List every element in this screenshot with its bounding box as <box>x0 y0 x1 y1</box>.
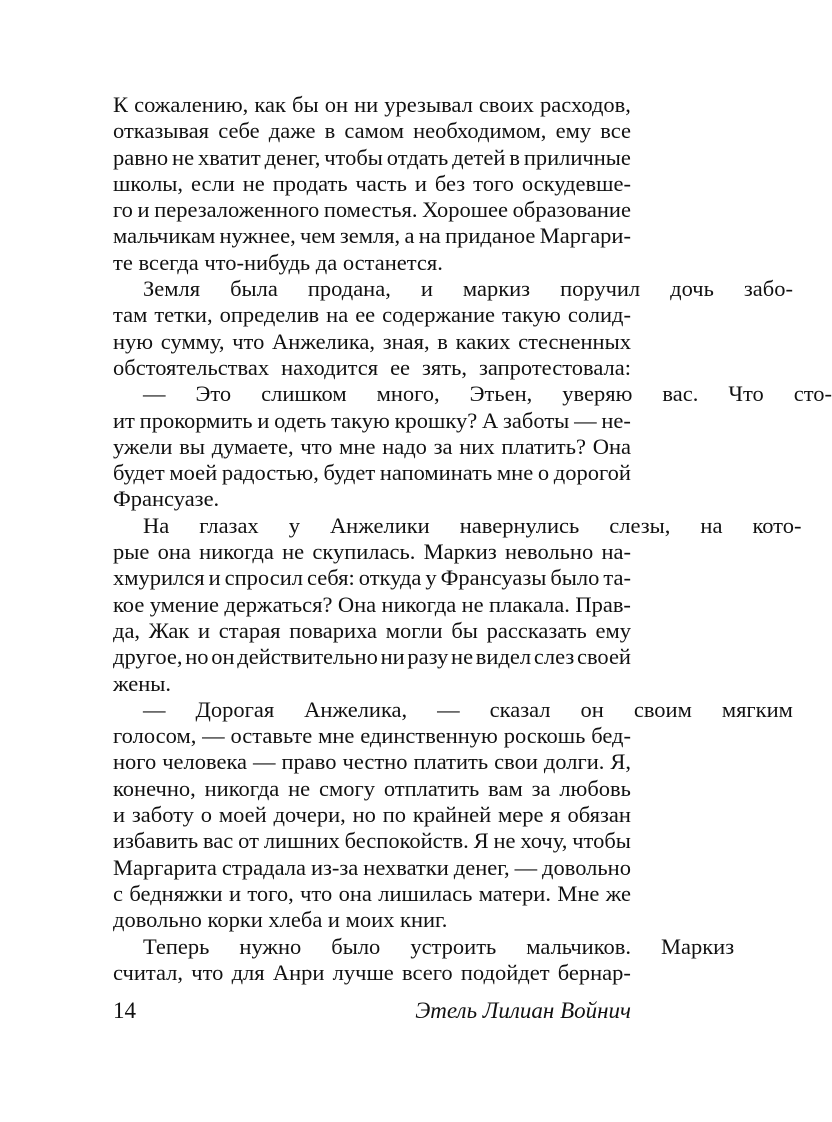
text-line: те всегда что-нибудь да останется. <box>113 249 443 275</box>
text-line: да, Жак и старая повариха могли бы рассказать ему <box>113 617 631 643</box>
text-line: К сожалению, как бы он ни урезывал своих расходов, <box>113 92 631 117</box>
text-line: ную сумму, что Анжелика, зная, в каких стесненных <box>113 328 631 354</box>
text-line: другое, но он действительно ни разу не видел слез своей <box>113 644 631 670</box>
text-line: с бедняжки и того, что она лишилась матери. Мне же <box>113 880 631 906</box>
text-line: и заботу о моей дочери, но по крайней мере я обязан <box>113 802 631 828</box>
page-number: 14 <box>113 998 136 1023</box>
text-line: считал, что для Анри лучше всего подойдет бернар- <box>113 959 631 985</box>
text-line: обстоятельствах находится ее зять, запротестовала: <box>113 354 631 380</box>
text-line: голосом, — оставьте мне единственную роскошь бед- <box>113 723 631 749</box>
text-line: Земля была продана, и маркиз поручил дочь забо- <box>143 276 793 302</box>
text-line: ит прокормить и одеть такую крошку? А заботы — не- <box>113 407 631 433</box>
text-line: Маргарита страдала из-за нехватки денег, — довольно <box>113 854 631 880</box>
text-line: На глазах у Анжелики навернулись слезы, на кото- <box>143 512 802 538</box>
running-footer-author: Этель Лилиан Войнич <box>415 998 631 1023</box>
text-line: будет моей радостью, будет напоминать мне о дорогой <box>113 460 631 486</box>
text-line: — Это слишком много, Этьен, уверяю вас. Что сто- <box>143 381 832 407</box>
text-line: довольно корки хлеба и моих книг. <box>113 907 448 933</box>
text-line: там тетки, определив на ее содержание такую солид- <box>113 302 631 328</box>
text-line: Теперь нужно было устроить мальчиков. Маркиз <box>143 933 735 959</box>
text-line: школы, если не продать часть и без того оскудевше- <box>113 170 631 196</box>
text-line: жены. <box>113 670 172 696</box>
text-line: равно не хватит денег, чтобы отдать детей в приличные <box>113 144 631 170</box>
text-line: отказывая себе даже в самом необходимом, ему все <box>113 118 631 144</box>
text-line: избавить вас от лишних беспокойств. Я не хочу, чтобы <box>113 828 631 854</box>
text-line: кое умение держаться? Она никогда не плакала. Прав- <box>113 591 631 617</box>
text-line: рые она никогда не скупилась. Маркиз невольно на- <box>113 539 631 565</box>
text-line: мальчикам нужнее, чем земля, а на приданое Маргари- <box>113 223 631 249</box>
text-line: — Дорогая Анжелика, — сказал он своим мягким <box>143 696 793 722</box>
text-line: го и перезаложенного поместья. Хорошее образование <box>113 197 631 223</box>
text-line: хмурился и спросил себя: откуда у Франсуазы было та- <box>113 565 631 591</box>
page-body-text <box>113 92 832 986</box>
text-line: Франсуазе. <box>113 486 220 512</box>
text-line: ужели вы думаете, что мне надо за них платить? Она <box>113 433 631 459</box>
text-line: конечно, никогда не смогу отплатить вам за любовь <box>113 775 631 801</box>
text-line: ного человека — право честно платить свои долги. Я, <box>113 749 631 775</box>
